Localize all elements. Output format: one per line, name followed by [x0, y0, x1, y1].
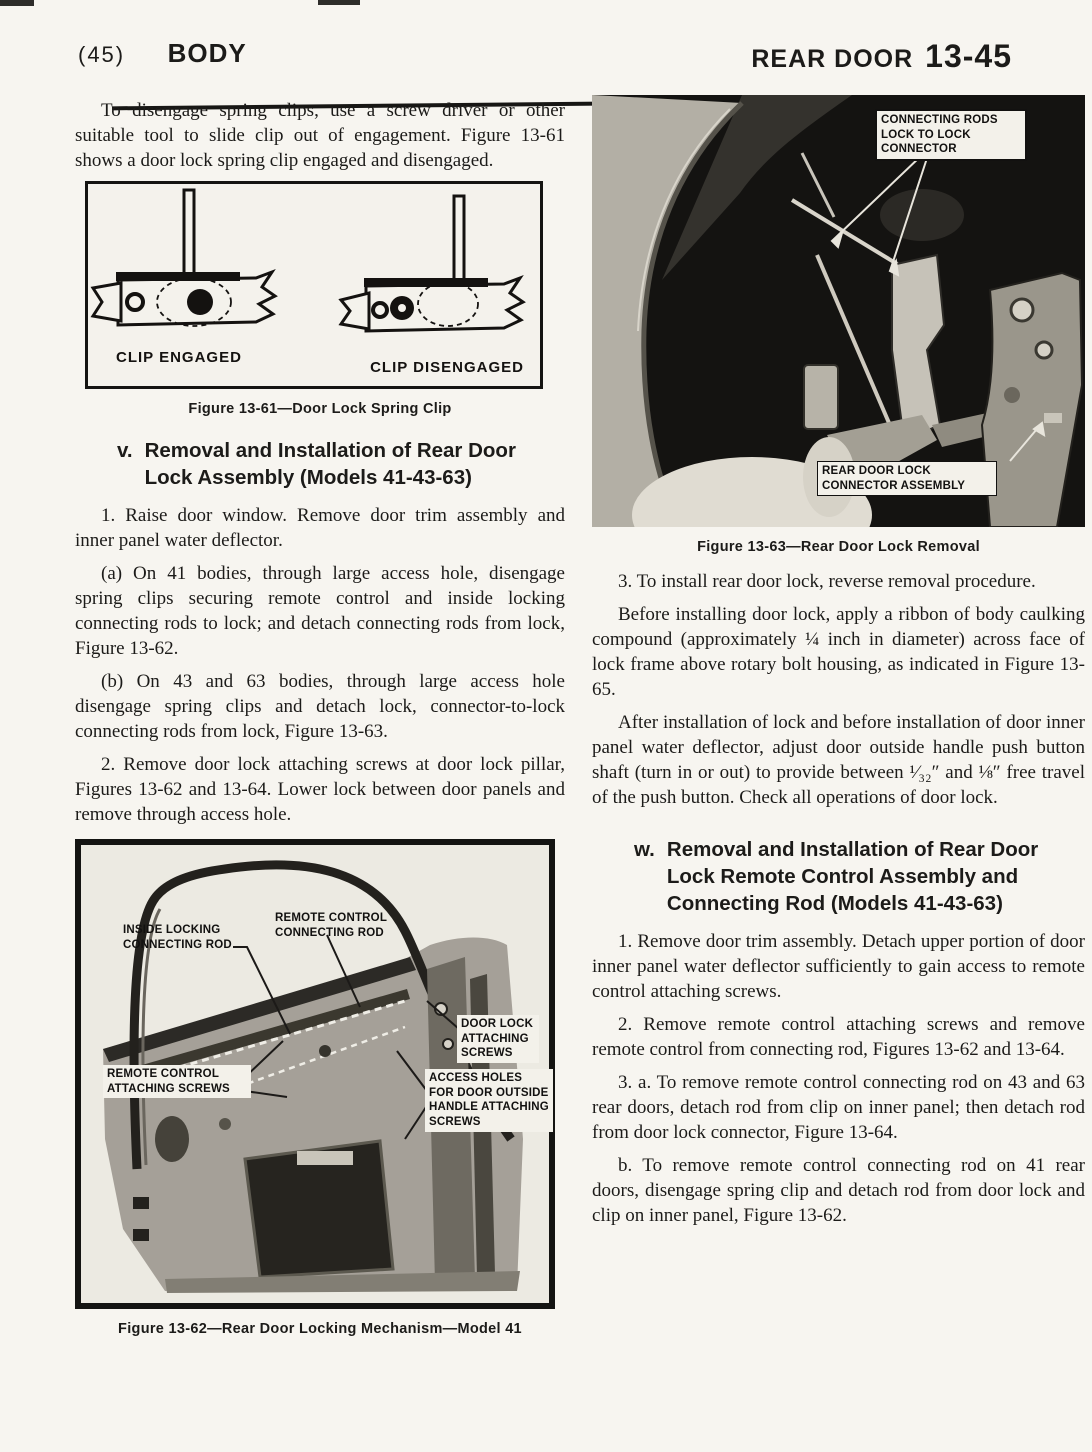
access-holes-label: ACCESS HOLES FOR DOOR OUTSIDE HANDLE ATTACHING SCREWS	[425, 1069, 553, 1132]
w-step-3a-paragraph: 3. a. To remove remote control connecting rod on 43 and 63 rear doors, detach rod from clip on inner panel; then detach rod from door lock connector, Figure 13-64.	[592, 1072, 1085, 1143]
section-w-title: Removal and Installation of Rear Door Lock Remote Control Assembly and Connecting Rod (Models 41-43-63)	[666, 838, 1039, 915]
section-v-letter: v.	[117, 439, 133, 462]
connecting-rods-label: CONNECTING RODS LOCK TO LOCK CONNECTOR	[875, 109, 1027, 161]
figure-13-62	[75, 839, 555, 1309]
scan-artifact	[0, 0, 34, 6]
page-number-paren: (45)	[78, 42, 126, 67]
section-w-letter: w.	[634, 838, 655, 861]
page-header	[78, 38, 1012, 84]
after-install-paragraph: After installation of lock and before installation of door inner panel water deflector, adjust door outside handle push button shaft (turn in or out) to provide between ¹⁄₃₂″ and ⅛″ free travel of the push button. Check all operations of door lock.	[592, 712, 1085, 808]
step-b-paragraph: (b) On 43 and 63 bodies, through large access hole disengage spring clips and detach lock, connector-to-lock connecting rods from lock, Figure 13-63.	[75, 671, 565, 742]
scan-artifact	[318, 0, 360, 5]
section-v-heading	[117, 437, 565, 491]
intro-paragraph: To disengage spring clips, use a screw driver or other suitable tool to slide clip out of engagement. Figure 13-61 shows a door lock spring clip engaged and disengaged.	[75, 100, 565, 171]
figure-13-61	[85, 181, 543, 389]
section-title-left: BODY	[167, 38, 247, 68]
w-step-2-paragraph: 2. Remove remote control attaching screws and remove remote control from connecting rod, Figures 13-62 and 13-64.	[592, 1014, 1085, 1060]
figure-13-63	[592, 95, 1085, 527]
w-step-1-paragraph: 1. Remove door trim assembly. Detach upper portion of door inner panel water deflector sufficiently to gain access to remote control attaching screws.	[592, 931, 1085, 1002]
section-title-right: REAR DOOR	[751, 45, 914, 73]
before-install-paragraph: Before installing door lock, apply a ribbon of body caulking compound (approximately ¼ inch in diameter) across face of lock frame above rotary bolt housing, as indicated in Figure 13-65.	[592, 604, 1085, 700]
right-column	[592, 95, 1085, 1236]
step-1-paragraph: 1. Raise door window. Remove door trim assembly and inner panel water deflector.	[75, 505, 565, 551]
inside-locking-rod-label: INSIDE LOCKING CONNECTING ROD	[123, 924, 232, 951]
figure-13-61-caption: Figure 13-61—Door Lock Spring Clip	[188, 401, 452, 417]
clip-engaged-label: CLIP ENGAGED	[116, 349, 242, 366]
section-w-heading	[634, 836, 1085, 917]
page-number: 13-45	[925, 38, 1012, 74]
step-2-paragraph: 2. Remove door lock attaching screws at door lock pillar, Figures 13-62 and 13-64. Lower lock between door panels and remove through access hole.	[75, 754, 565, 825]
step-a-paragraph: (a) On 41 bodies, through large access hole, disengage spring clips securing remote control and inside locking connecting rods to lock; and detach connecting rods from lock, Figure 13-62.	[75, 563, 565, 659]
left-column	[75, 98, 565, 1351]
figure-13-63-caption: Figure 13-63—Rear Door Lock Removal	[697, 539, 980, 555]
w-step-3b-paragraph: b. To remove remote control connecting rod on 41 rear doors, disengage spring clip and detach rod from door lock and clip on inner panel, Figure 13-62.	[592, 1155, 1085, 1226]
remote-control-screws-label: REMOTE CONTROL ATTACHING SCREWS	[103, 1065, 251, 1098]
clip-disengaged-label: CLIP DISENGAGED	[370, 359, 524, 376]
figure-13-62-caption: Figure 13-62—Rear Door Locking Mechanism—Model 41	[118, 1321, 522, 1337]
step-3-paragraph: 3. To install rear door lock, reverse removal procedure.	[618, 571, 1036, 592]
remote-control-rod-label: REMOTE CONTROL CONNECTING ROD	[275, 912, 387, 939]
section-v-title: Removal and Installation of Rear Door Lock Assembly (Models 41-43-63)	[144, 439, 516, 489]
door-lock-screws-label: DOOR LOCK ATTACHING SCREWS	[457, 1015, 539, 1063]
connector-assembly-label: REAR DOOR LOCK CONNECTOR ASSEMBLY	[817, 461, 997, 496]
header-right	[751, 38, 1012, 75]
